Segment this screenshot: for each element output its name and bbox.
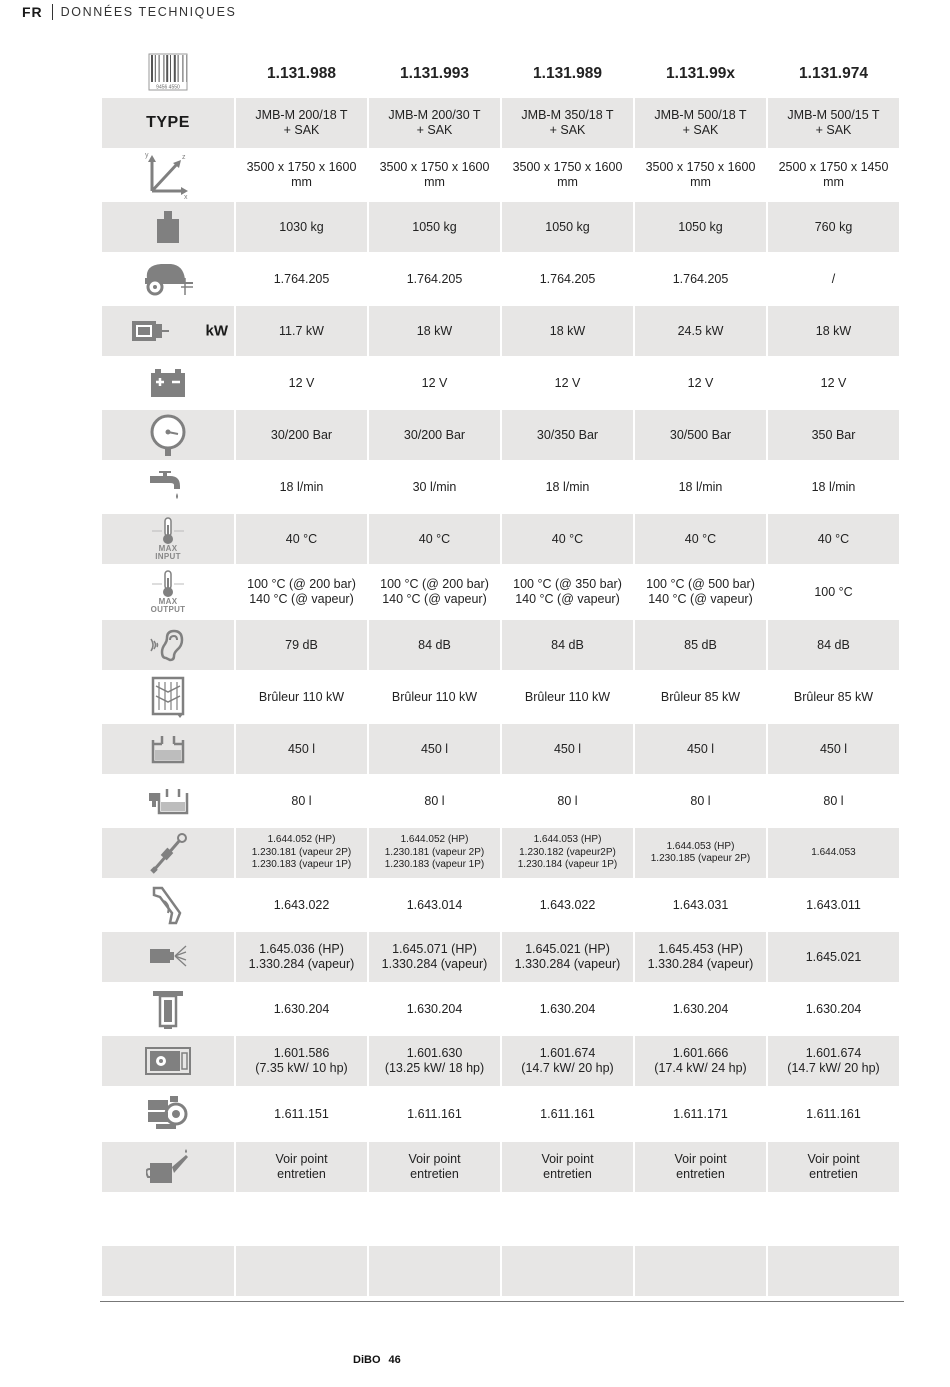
spec-value: 80 l [557,793,578,808]
row-label-cell [102,620,234,670]
water-tap-icon [148,471,188,503]
ear-icon [148,628,188,662]
spec-value: 18 l/min [279,479,324,494]
spec-value: 18 l/min [678,479,723,494]
spec-value: 1.611.151 [274,1106,329,1121]
spec-value [502,1194,633,1244]
row-label-cell [102,880,234,930]
spec-value [502,1246,633,1296]
spec-value: 80 l [690,793,711,808]
spec-row-weight [102,202,900,252]
page-header [22,3,237,21]
spec-value: 1050 kg [502,202,633,252]
spec-value: Brûleur 85 kW [660,689,741,704]
spec-value: 1.601.586 (7.35 kW/ 10 hp) [236,1036,367,1086]
spec-value: 40 °C [236,514,367,564]
spec-value: 1.630.204 [805,1001,862,1016]
row-label-cell [102,1088,234,1140]
battery-icon [150,368,186,398]
spec-value: 2500 x 1750 x 1450 mm [778,160,889,189]
spec-value: 1.645.071 (HP) 1.330.284 (vapeur) [369,932,500,982]
spec-value: 100 °C (@ 200 bar) 140 °C (@ vapeur) [247,577,356,606]
spec-row-gun [102,880,900,930]
spec-value: 1.644.053 [768,828,899,878]
spec-value: 80 l [291,793,312,808]
page-footer [353,1354,401,1366]
spec-value: 1.764.205 [406,271,463,286]
spec-value: 84 dB [768,620,899,670]
spec-table [102,50,900,1348]
spec-value: 760 kg [768,202,899,252]
row-label-cell [102,306,234,356]
engine-icon [145,1045,191,1077]
barcode-cell [102,50,234,96]
spec-value: 1.643.011 [806,897,861,912]
spec-value: 1.601.666 (17.4 kW/ 24 hp) [635,1036,766,1086]
spec-value: 84 dB [502,620,633,670]
row-label-cell [102,462,234,512]
language-code: FR [22,4,43,20]
spec-value: 1.643.031 [672,897,729,912]
spec-value: 12 V [421,375,448,390]
weight-icon [153,210,183,244]
spec-value: 1.630.204 [672,1001,729,1016]
tank-icon [150,734,186,764]
spec-value: 3500 x 1750 x 1600 mm [379,160,490,189]
thermometer-icon [148,570,188,598]
row-label-cell [102,1194,234,1244]
oil-can-icon [146,1147,190,1187]
spec-value [369,1194,500,1244]
spec-value: 80 l [823,793,844,808]
svg-text:y: y [145,152,149,159]
spec-value: 100 °C (@ 200 bar) 140 °C (@ vapeur) [380,577,489,606]
spec-value: 24.5 kW [635,306,766,356]
spec-value: 18 kW [502,306,633,356]
nozzle-icon [148,942,188,972]
spec-value: 100 °C [814,584,853,599]
spec-row-max-output [102,566,900,618]
motor-icon [130,316,170,346]
spec-value: 1.644.053 (HP) 1.230.185 (vapeur 2P) [635,828,766,878]
spec-value: 450 l [502,724,633,774]
row-label-cell [102,1246,234,1296]
column-header: 1.131.993 [400,64,469,82]
spec-value: 18 l/min [545,479,590,494]
spec-value: 1.764.205 [273,271,330,286]
spec-value: 1.611.161 [540,1106,595,1121]
spec-value: 450 l [768,724,899,774]
spec-value: 3500 x 1750 x 1600 mm [512,160,623,189]
spec-row-fuel-tank [102,776,900,826]
spec-value: 1.630.204 [273,1001,330,1016]
spec-value: Brûleur 110 kW [391,689,478,704]
spec-value [768,1194,899,1244]
spec-value: 3500 x 1750 x 1600 mm [645,160,756,189]
spec-value: 1050 kg [635,202,766,252]
spec-value: / [831,271,836,286]
spec-value: 79 dB [236,620,367,670]
row-label-cell [102,1036,234,1086]
spec-value: 100 °C (@ 500 bar) 140 °C (@ vapeur) [646,577,755,606]
spec-value: 1.644.052 (HP) 1.230.181 (vapeur 2P) 1.230.183 (vapeur 1P) [369,828,500,878]
spec-row-water-tank [102,724,900,774]
spec-value: Voir point entretien [635,1142,766,1192]
spec-row-burner [102,672,900,722]
row-label-cell [102,254,234,304]
row-label-cell [102,98,234,148]
spec-row-engine [102,1036,900,1086]
svg-text:x: x [184,194,188,199]
spec-value: Voir point entretien [236,1142,367,1192]
spec-row-flow [102,462,900,512]
row-label-cell [102,672,234,722]
spec-row-type [102,98,900,148]
spec-value: 80 l [424,793,445,808]
row-label-cell [102,566,234,618]
spec-row-blank-1 [102,1194,900,1244]
spec-value: 40 °C [369,514,500,564]
spec-value: 30/200 Bar [369,410,500,460]
spec-value: JMB-M 200/30 T + SAK [369,98,500,148]
row-label-cell [102,776,234,826]
spec-value: JMB-M 200/18 T + SAK [236,98,367,148]
spec-value: 12 V [687,375,714,390]
spec-value: 1.645.453 (HP) 1.330.284 (vapeur) [635,932,766,982]
row-label-cell [102,932,234,982]
spec-value [635,1298,766,1348]
spec-value [236,1298,367,1348]
spec-value: 30/500 Bar [635,410,766,460]
spec-row-trailer [102,254,900,304]
spec-value: 1.643.022 [539,897,596,912]
row-label-cell [102,358,234,408]
spec-value: 450 l [635,724,766,774]
spec-value: 450 l [236,724,367,774]
spec-value: 84 dB [369,620,500,670]
spec-value: 40 °C [768,514,899,564]
spec-value [236,1246,367,1296]
type-label: TYPE [146,114,190,131]
row-label-cell [102,724,234,774]
section-title: DONNÉES TECHNIQUES [60,5,237,19]
spec-value: 30/350 Bar [502,410,633,460]
spec-value [635,1194,766,1244]
spec-value: 12 V [288,375,315,390]
spec-value: 1.611.171 [673,1106,728,1121]
row-label-cell [102,150,234,200]
brand-logo: DiBO [353,1354,381,1366]
row-label-cell [102,410,234,460]
barcode-icon [148,53,188,93]
burner-icon [150,676,186,718]
row-label-cell [102,202,234,252]
pump-icon [146,1094,190,1134]
spec-row-nozzle [102,932,900,982]
spec-value: 1.611.161 [407,1106,462,1121]
spec-value: 100 °C (@ 350 bar) 140 °C (@ vapeur) [513,577,622,606]
spec-value [369,1298,500,1348]
row-label-cell [102,1298,234,1348]
spec-row-lance [102,828,900,878]
spec-value: JMB-M 500/15 T + SAK [768,98,899,148]
spec-value: Voir point entretien [369,1142,500,1192]
spec-value: 1.764.205 [672,271,729,286]
spec-value: 1.643.014 [406,897,463,912]
bottom-rule [100,1301,904,1302]
spec-value: JMB-M 500/18 T + SAK [635,98,766,148]
spec-value: 1.601.674 (14.7 kW/ 20 hp) [502,1036,633,1086]
spec-value [502,1298,633,1348]
svg-text:9456 4550: 9456 4550 [156,84,180,91]
spec-value [768,1298,899,1348]
filter-icon [151,988,185,1030]
spec-value [768,1246,899,1296]
spec-value: 12 V [820,375,847,390]
row-label-cell [102,828,234,878]
spec-value [635,1246,766,1296]
spec-row-max-input [102,514,900,564]
spec-value: 1050 kg [369,202,500,252]
column-header: 1.131.989 [533,64,602,82]
pressure-gauge-icon [149,413,187,457]
spec-value: Voir point entretien [502,1142,633,1192]
spec-value: JMB-M 350/18 T + SAK [502,98,633,148]
fuel-tank-icon [147,787,189,815]
spec-value: 1.645.036 (HP) 1.330.284 (vapeur) [236,932,367,982]
spec-value: 12 V [554,375,581,390]
spec-value: 1030 kg [236,202,367,252]
spec-value: 1.764.205 [539,271,596,286]
spec-value: 1.644.053 (HP) 1.230.182 (vapeur2P) 1.230.184 (vapeur 1P) [502,828,633,878]
spec-value [369,1246,500,1296]
spec-row-filter [102,984,900,1034]
spec-row-pressure [102,410,900,460]
icon-caption: MAX OUTPUT [150,597,186,614]
spec-value: Brûleur 85 kW [793,689,874,704]
unit-label: kW [205,322,228,340]
trailer-icon [141,261,195,297]
spec-value: 85 dB [635,620,766,670]
column-header: 1.131.988 [267,64,336,82]
header-divider [52,4,53,20]
spec-value: 1.645.021 [768,932,899,982]
spec-value: 1.630.204 [406,1001,463,1016]
row-label-cell [102,984,234,1034]
row-label-cell [102,514,234,564]
spec-value: 40 °C [635,514,766,564]
spec-row-power [102,306,900,356]
column-header: 1.131.974 [799,64,868,82]
spec-row-dimensions [102,150,900,200]
row-label-cell [102,1142,234,1192]
spec-row-voltage [102,358,900,408]
spec-value: Voir point entretien [768,1142,899,1192]
spec-row-noise [102,620,900,670]
spray-gun-icon [150,885,186,925]
spec-row-blank-3 [102,1298,900,1348]
spec-value: 18 kW [768,306,899,356]
spec-value: Brûleur 110 kW [524,689,611,704]
spec-value: 18 l/min [811,479,856,494]
lance-icon [148,832,188,874]
spec-value: Brûleur 110 kW [258,689,345,704]
spec-value: 1.601.630 (13.25 kW/ 18 hp) [369,1036,500,1086]
svg-text:z: z [182,154,186,161]
spec-value: 1.644.052 (HP) 1.230.181 (vapeur 2P) 1.230.183 (vapeur 1P) [236,828,367,878]
spec-value: 1.611.161 [806,1106,861,1121]
table-header-row [102,50,900,96]
spec-value: 450 l [369,724,500,774]
spec-row-pump [102,1088,900,1140]
page-number: 46 [388,1354,401,1366]
spec-value [236,1194,367,1244]
spec-value: 3500 x 1750 x 1600 mm [246,160,357,189]
spec-row-blank-2 [102,1246,900,1296]
spec-value: 1.645.021 (HP) 1.330.284 (vapeur) [502,932,633,982]
spec-value: 1.601.674 (14.7 kW/ 20 hp) [768,1036,899,1086]
spec-value: 30/200 Bar [236,410,367,460]
spec-value: 1.630.204 [539,1001,596,1016]
column-header: 1.131.99x [666,64,735,82]
spec-value: 350 Bar [768,410,899,460]
spec-value: 11.7 kW [236,306,367,356]
icon-caption: MAX INPUT [155,544,181,561]
thermometer-icon [148,517,188,545]
dimensions-icon [144,151,192,199]
spec-value: 30 l/min [412,479,457,494]
spec-value: 18 kW [369,306,500,356]
spec-value: 40 °C [502,514,633,564]
spec-row-oil [102,1142,900,1192]
spec-value: 1.643.022 [273,897,330,912]
